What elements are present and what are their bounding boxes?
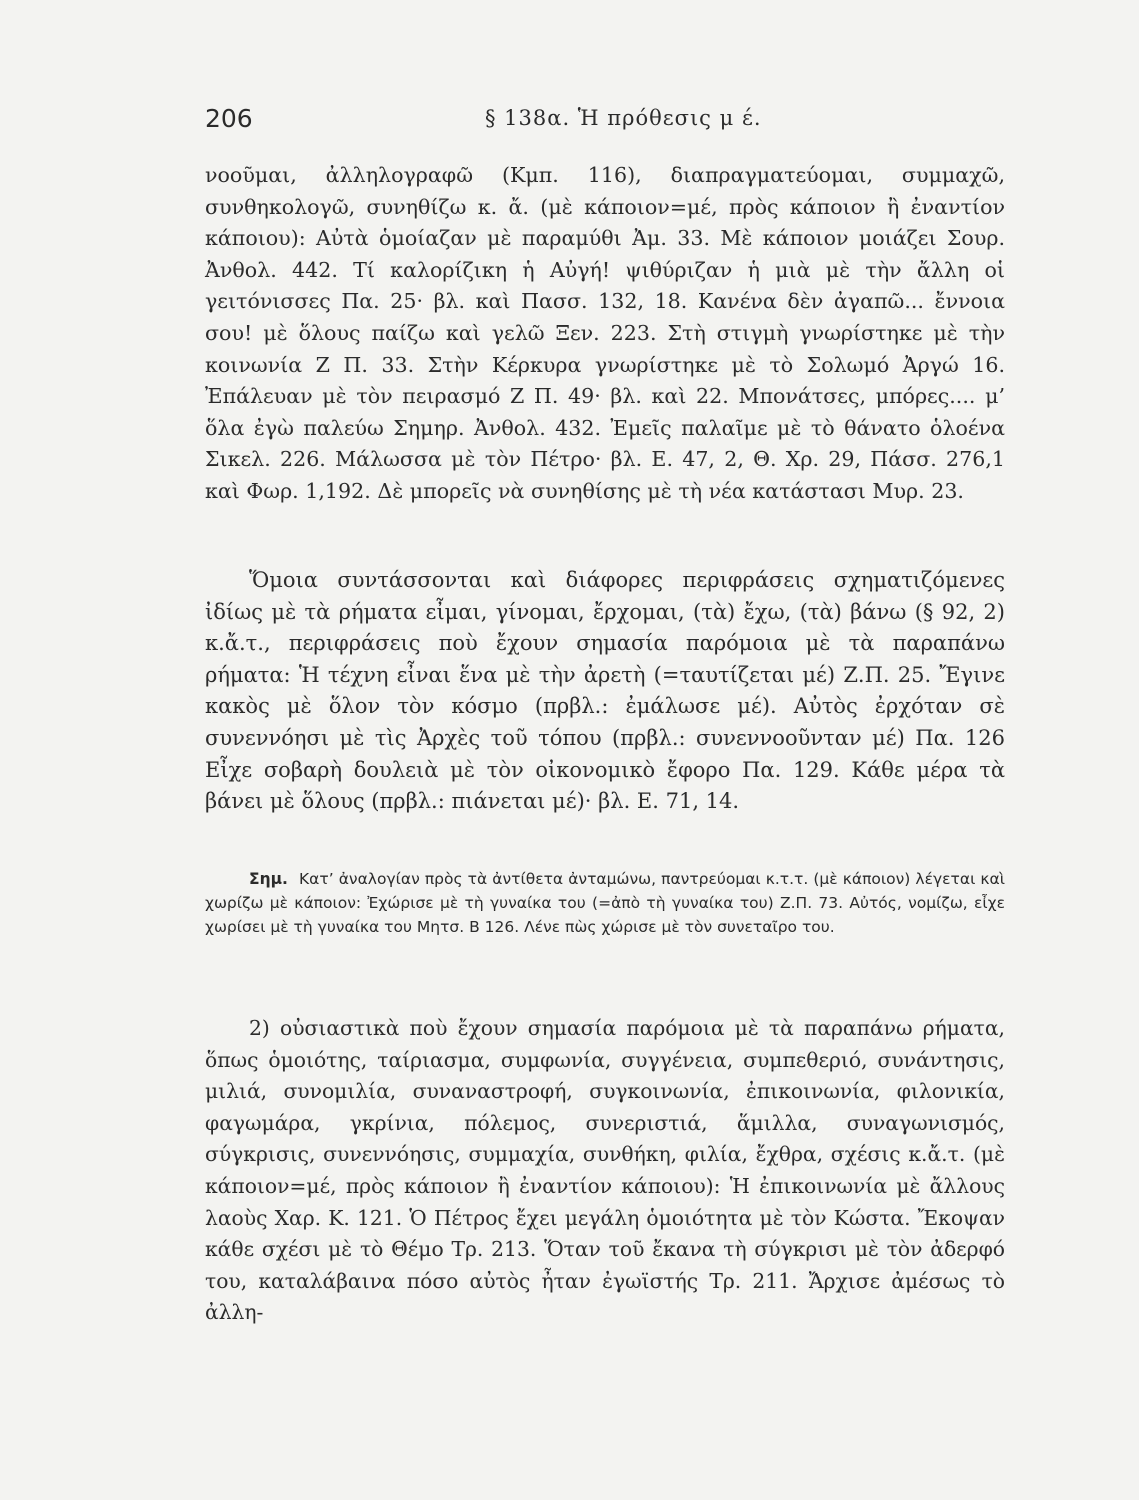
page-number: 206 xyxy=(205,104,253,133)
running-head: § 138α. Ἡ πρόθεσις μ έ. xyxy=(485,106,762,130)
paragraph-continuation-text: νοοῦμαι, ἀλληλογραφῶ (Κμπ. 116), διαπραγματεύομαι, συμμαχῶ, συνθηκολογῶ, συνηθίζω κ. ἄ. (μὲ κάποιον=μέ, πρὸς κάποιον ἢ ἐναντίον κάποιου): Αὐτὰ ὁμοίαζαν μὲ παραμύθι Ἀμ. 33. Μὲ κάποιον μοιάζει Σουρ. Ἀνθολ. 442. Τί καλορίζικη ἡ Αὐγή! ψιθύριζαν ἡ μιὰ μὲ τὴν ἄλλη οἱ γειτόνισσες Πα. 25· βλ. καὶ Πασσ. 132, 18. Κανένα δὲν ἀγαπῶ... ἔννοια σου! μὲ ὅλους παίζω καὶ γελῶ Ξεν. 223. Στὴ στιγμὴ γνωρίστηκε μὲ τὴν κοινωνία Ζ Π. 33. Στὴν Κέρκυρα γνωρίστηκε μὲ τὸ Σολωμό Ἀργώ 16. Ἐπάλευαν μὲ τὸν πειρασμό Ζ Π. 49· βλ. καὶ 22. Μπονάτσες, μπόρες.... μ’ ὅλα ἐγὼ παλεύω Σημηρ. Ἀνθολ. 432. Ἐμεῖς παλαῖμε μὲ τὸ θάνατο ὁλοένα Σικελ. 226. Μάλωσσα μὲ τὸν Πέτρο· βλ. Ε. 47, 2, Θ. Χρ. 29, Πάσσ. 276,1 καὶ Φωρ. 1,192. Δὲ μπορεῖς νὰ συνηθίσης μὲ τὴ νέα κατάστασι Μυρ. 23. xyxy=(205,163,1005,503)
page-header xyxy=(205,104,1005,144)
paragraph-periphrases-text: Ὅμοια συντάσσονται καὶ διάφορες περιφράσεις σχηματιζόμενες ἰδίως μὲ τὰ ρήματα εἶμαι, γίνομαι, ἔρχομαι, (τὰ) ἔχω, (τὰ) βάνω (§ 92, 2) κ.ἄ.τ., περιφράσεις ποὺ ἔχουν σημασία παρόμοια μὲ τὰ παραπάνω ρήματα: Ἡ τέχνη εἶναι ἕνα μὲ τὴν ἀρετὴ (=ταυτίζεται μέ) Ζ.Π. 25. Ἔγινε κακὸς μὲ ὅλον τὸν κόσμο (πρβλ.: ἐμάλωσε μέ). Αὐτὸς ἐρχόταν σὲ συνεννόησι μὲ τὶς Ἀρχὲς τοῦ τόπου (πρβλ.: συνεννοοῦνταν μέ) Πα. 126 Εἶχε σοβαρὴ δουλειὰ μὲ τὸν οἰκονομικὸ ἔφορο Πα. 129. Κάθε μέρα τὰ βάνει μὲ ὅλους (πρβλ.: πιάνεται μέ)· βλ. Ε. 71, 14. xyxy=(205,568,1005,814)
section-2-text: 2) οὐσιαστικὰ ποὺ ἔχουν σημασία παρόμοια μὲ τὰ παραπάνω ρήματα, ὅπως ὁμοιότης, ταίριασμα, συμφωνία, συγγένεια, συμπεθεριό, συνάντησις, μιλιά, συνομιλία, συναναστροφή, συγκοινωνία, ἐπικοινωνία, φιλονικία, φαγωμάρα, γκρίνια, πόλεμος, συνεριστιά, ἅμιλλα, συναγωνισμός, σύγκρισις, συνεννόησις, συμμαχία, συνθήκη, φιλία, ἔχθρα, σχέσις κ.ἄ.τ. (μὲ κάποιον=μέ, πρὸς κάποιον ἢ ἐναντίον κάποιου): Ἡ ἐπικοινωνία μὲ ἄλλους λαοὺς Χαρ. Κ. 121. Ὁ Πέτρος ἔχει μεγάλη ὁμοιότητα μὲ τὸν Κώστα. Ἔκοψαν κάθε σχέσι μὲ τὸ Θέμο Τρ. 213. Ὅταν τοῦ ἔκανα τὴ σύγκρισι μὲ τὸν ἀδερφό του, καταλάβαινα πόσο αὐτὸς ἦταν ἐγωϊστής Τρ. 211. Ἄρχισε ἀμέσως τὸ ἀλλη- xyxy=(205,1016,1005,1325)
note-text: Κατ’ ἀναλογίαν πρὸς τὰ ἀντίθετα ἀνταμώνω, παντρεύομαι κ.τ.τ. (μὲ κάποιον) λέγεται καὶ χωρίζω μὲ κάποιον: Ἐχώρισε μὲ τὴ γυναίκα του (=ἀπὸ τὴ γυναίκα του) Ζ.Π. 73. Αὐτός, νομίζω, εἶχε χωρίσει μὲ τὴ γυναίκα του Μητσ. Β 126. Λένε πὼς χώρισε μὲ τὸν συνεταῖρο του. xyxy=(205,870,1005,936)
paragraph-continuation xyxy=(205,160,1005,508)
note-label: Σημ. xyxy=(249,870,288,888)
footnote xyxy=(205,867,1005,939)
paragraph-periphrases xyxy=(205,565,1005,818)
section-2 xyxy=(205,1013,1005,1329)
